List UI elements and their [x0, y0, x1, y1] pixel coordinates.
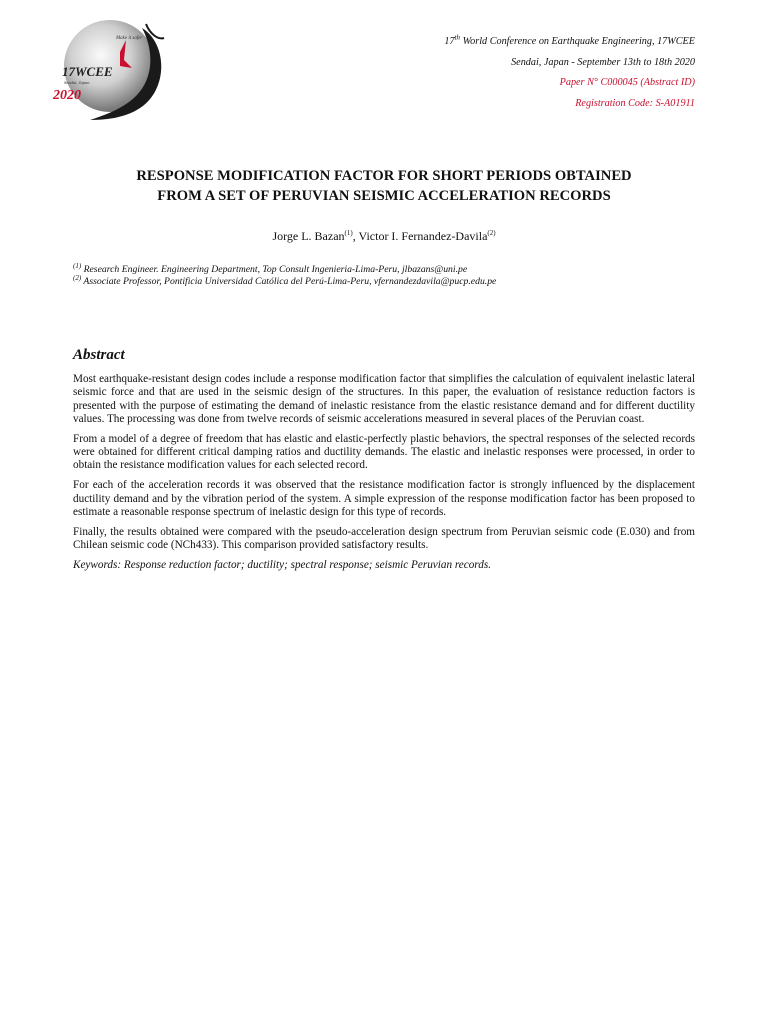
logo-brand: 17WCEE — [62, 64, 113, 79]
abstract-paragraph: From a model of a degree of freedom that has elastic and elastic-perfectly plastic behaviors, the spectral responses of the selected records were obtained for different critical damping ratios and ductility demands. The elastic and inelastic responses were processed, in order to obtain the resistance modification values for each selected record. — [73, 432, 695, 472]
conference-header — [275, 32, 695, 114]
abstract-paragraph: For each of the acceleration records it was observed that the resistance modification factor is strongly influenced by the displacement ductility demand and by the vibration period of the system. A simple expression of the response modification factor has been proposed to estimate a reasonable response spectrum of inelastic design for this type of records. — [73, 479, 695, 518]
logo-year: 2020 — [53, 88, 81, 103]
abstract-paragraph: Finally, the results obtained were compared with the pseudo-acceleration design spectrum from Peruvian seismic code (E.030) and from Chilean seismic code (NCh433). This comparison provided satisfactory results. — [73, 525, 695, 552]
affiliation-1: $^{(1)}$ Research Engineer. Engineering Department, Top Consult Ingenieria-Lima-Peru, jlbazans@uni.pe — [73, 261, 468, 275]
abstract-paragraph: Most earthquake-resistant design codes include a response modification factor that simplifies the calculation of equivalent inelastic lateral seismic force and that are used in the seismic design of the structures. In this paper, the evaluation of resistance reduction factors is presented with the purpose of estimating the demand of inelastic resistance from the elastic resistance demand and for different ductility values. The processing was done from twelve records of seismic accelerations measured in several places of the Peruvian coast. — [73, 373, 695, 425]
conference-name: 17th World Conference on Earthquake Engineering, 17WCEE — [444, 33, 695, 47]
conference-logo — [50, 16, 170, 124]
logo-tagline: Make it safer — [116, 36, 143, 41]
keywords: Keywords: Response reduction factor; ductility; spectral response; seismic Peruvian records. — [73, 558, 491, 571]
paper-number: Paper N° C000045 (Abstract ID) — [559, 77, 695, 88]
author-name: Victor I. Fernandez-Davila — [358, 229, 488, 243]
paper-title: RESPONSE MODIFICATION FACTOR FOR SHORT PERIODS OBTAINED FROM A SET OF PERUVIAN SEISMIC ACCELERATION RECORDS — [136, 168, 632, 204]
affiliation-2: $^{(2)}$ Associate Professor, Pontificia Universidad Católica del Perú-Lima-Peru, vfernandezdavila@pucp.edu.pe — [73, 273, 497, 287]
logo-place: Sendai, Japan — [64, 80, 90, 85]
abstract-heading: Abstract — [73, 347, 125, 363]
registration-code: Registration Code: S-A01911 — [575, 97, 695, 109]
author-name: Jorge L. Bazan — [272, 229, 345, 243]
conference-venue: Sendai, Japan - September 13th to 18th 2020 — [511, 56, 695, 68]
abstract-body — [73, 373, 695, 579]
author-list: Jorge L. Bazan$^{(1)}$, Victor I. Fernandez-Davila$^{(2)}$ — [272, 229, 496, 243]
